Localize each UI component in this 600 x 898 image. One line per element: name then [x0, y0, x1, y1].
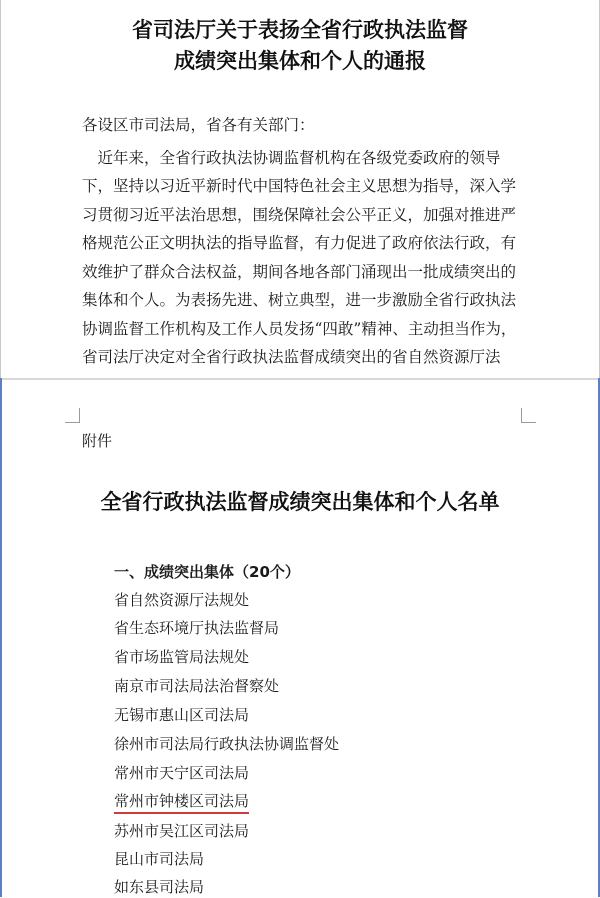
list-item: 省市场监管局法规处	[114, 648, 250, 666]
notice-body-line: 效维护了群众合法权益，期间各地各部门涌现出一批成绩突出的	[82, 263, 517, 281]
list-item: 省自然资源厅法规处	[114, 591, 250, 609]
list-item: 省生态环境厅执法监督局	[114, 619, 280, 637]
notice-body-line: 协调监督工作机构及工作人员发扬“四敢”精神、主动担当作为，	[82, 320, 517, 338]
notice-body-line: 格规范公正文明执法的指导监督，有力促进了政府依法行政，有	[82, 234, 517, 252]
notice-body-line: 集体和个人。为表扬先进、树立典型，进一步激励全省行政执法	[82, 291, 517, 309]
list-item-highlighted: 常州市钟楼区司法局	[114, 791, 249, 814]
page-edge-left-blue	[0, 378, 2, 897]
notice-title-line-2: 成绩突出集体和个人的通报	[174, 48, 426, 73]
notice-body-line: 下，坚持以习近平新时代中国特色社会主义思想为指导，深入学	[82, 177, 517, 195]
list-item: 常州市天宁区司法局	[114, 764, 250, 782]
list-item: 南京市司法局法治督察处	[114, 677, 280, 695]
list-item: 苏州市吴江区司法局	[114, 822, 250, 840]
list-item: 无锡市惠山区司法局	[114, 706, 250, 724]
section-heading-collectives: 一、成绩突出集体（20个）	[114, 563, 300, 581]
attachment-label: 附件	[82, 432, 113, 450]
notice-body-line: 习贯彻习近平法治思想，围绕保障社会公平正义，加强对推进严	[82, 206, 517, 224]
notice-body-line: 省司法厅决定对全省行政执法监督成绩突出的省自然资源厅法	[82, 348, 501, 366]
page-corner-mark-left	[65, 408, 80, 423]
list-item: 昆山市司法局	[114, 850, 205, 868]
notice-title-line-1: 省司法厅关于表扬全省行政执法监督	[132, 17, 468, 42]
list-item: 徐州市司法局行政执法协调监督处	[114, 735, 340, 753]
notice-body-line: 近年来，全省行政执法协调监督机构在各级党委政府的领导	[82, 149, 501, 167]
page-corner-mark-right	[521, 408, 536, 423]
notice-salutation: 各设区市司法局，省各有关部门：	[82, 116, 315, 134]
attachment-list-title: 全省行政执法监督成绩突出集体和个人名单	[100, 489, 500, 514]
list-item: 如东县司法局	[114, 878, 205, 896]
document-page-bottom	[0, 380, 600, 897]
